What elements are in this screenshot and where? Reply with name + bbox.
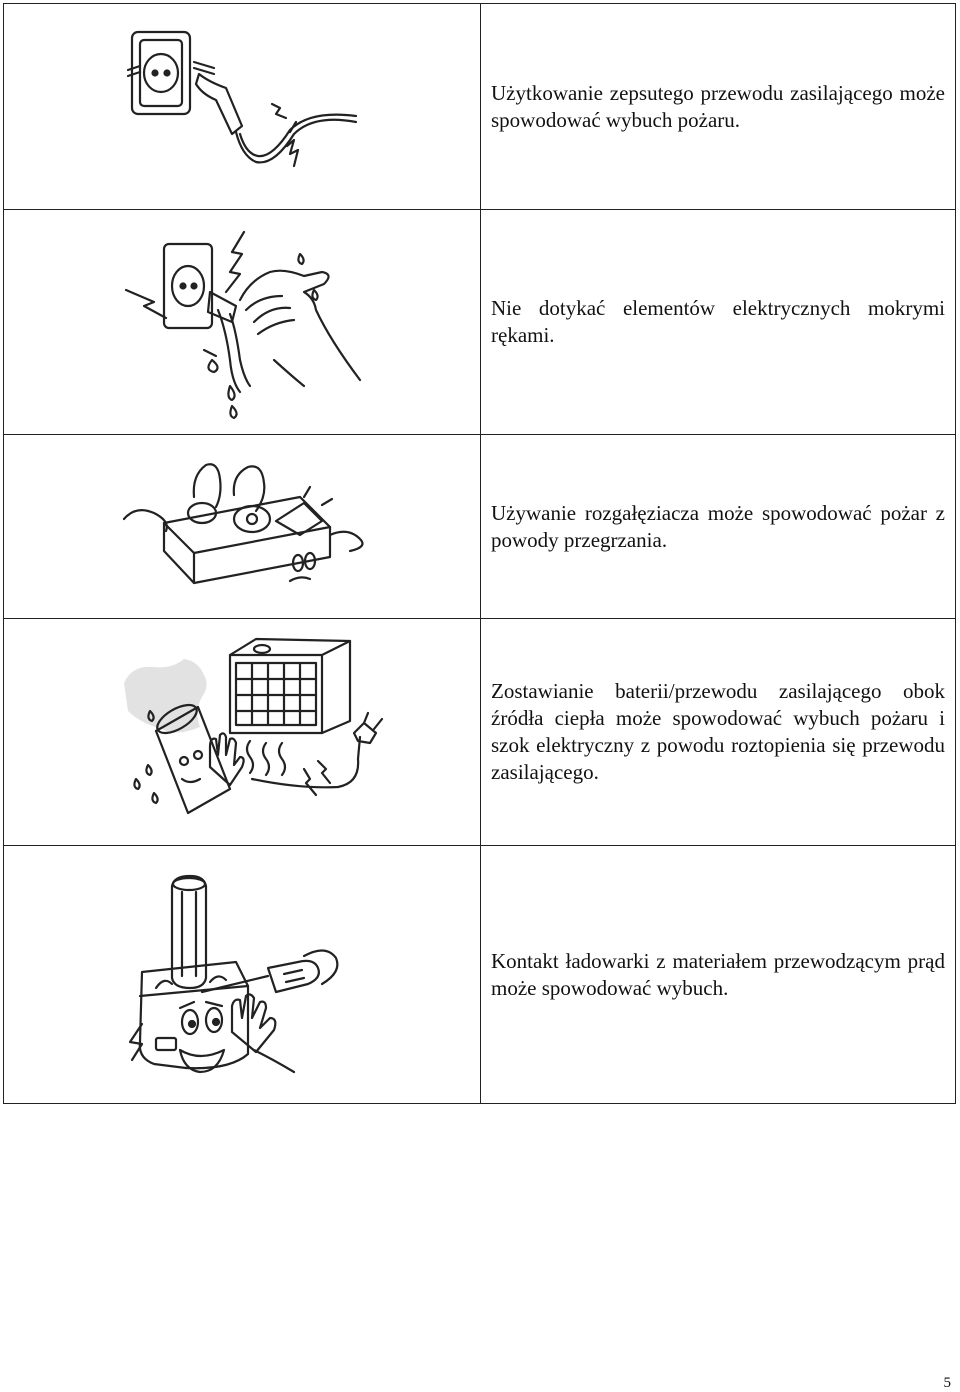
warning-text-cell xyxy=(481,619,956,846)
warning-text-cell xyxy=(481,846,956,1104)
heater-battery-illustration xyxy=(4,619,480,840)
warning-text: Użytkowanie zepsutego przewodu zasilającego może spowodować wybuch pożaru. xyxy=(491,80,945,132)
warning-row xyxy=(4,4,956,210)
warning-text: Zostawianie baterii/przewodu zasilającego obok źródła ciepła może spowodować wybuch pożaru i szok elektryczny z powodu roztopienia się przewodu zasilającego. xyxy=(491,679,945,784)
warning-text-cell xyxy=(481,435,956,619)
illustration-cell xyxy=(4,846,481,1104)
warning-row xyxy=(4,619,956,846)
warning-row xyxy=(4,210,956,435)
broken-cord-illustration xyxy=(4,4,480,204)
warning-text: Kontakt ładowarki z materiałem przewodzącym prąd może spowodować wybuch. xyxy=(491,948,945,1000)
illustration-cell xyxy=(4,619,481,846)
warning-text-cell xyxy=(481,210,956,435)
warning-row xyxy=(4,435,956,619)
warning-row xyxy=(4,846,956,1104)
illustration-cell xyxy=(4,210,481,435)
warning-text-cell xyxy=(481,4,956,210)
illustration-cell xyxy=(4,435,481,619)
page-number: 5 xyxy=(943,1375,951,1391)
warnings-table xyxy=(3,3,956,1104)
warning-text: Nie dotykać elementów elektrycznych mokrymi rękami. xyxy=(491,296,945,347)
wet-hand-illustration xyxy=(4,210,480,429)
power-strip-illustration xyxy=(4,435,480,613)
warning-text: Używanie rozgałęziacza może spowodować pożar z powody przegrzania. xyxy=(491,500,945,552)
illustration-cell xyxy=(4,4,481,210)
charger-screwdriver-illustration xyxy=(4,846,480,1098)
